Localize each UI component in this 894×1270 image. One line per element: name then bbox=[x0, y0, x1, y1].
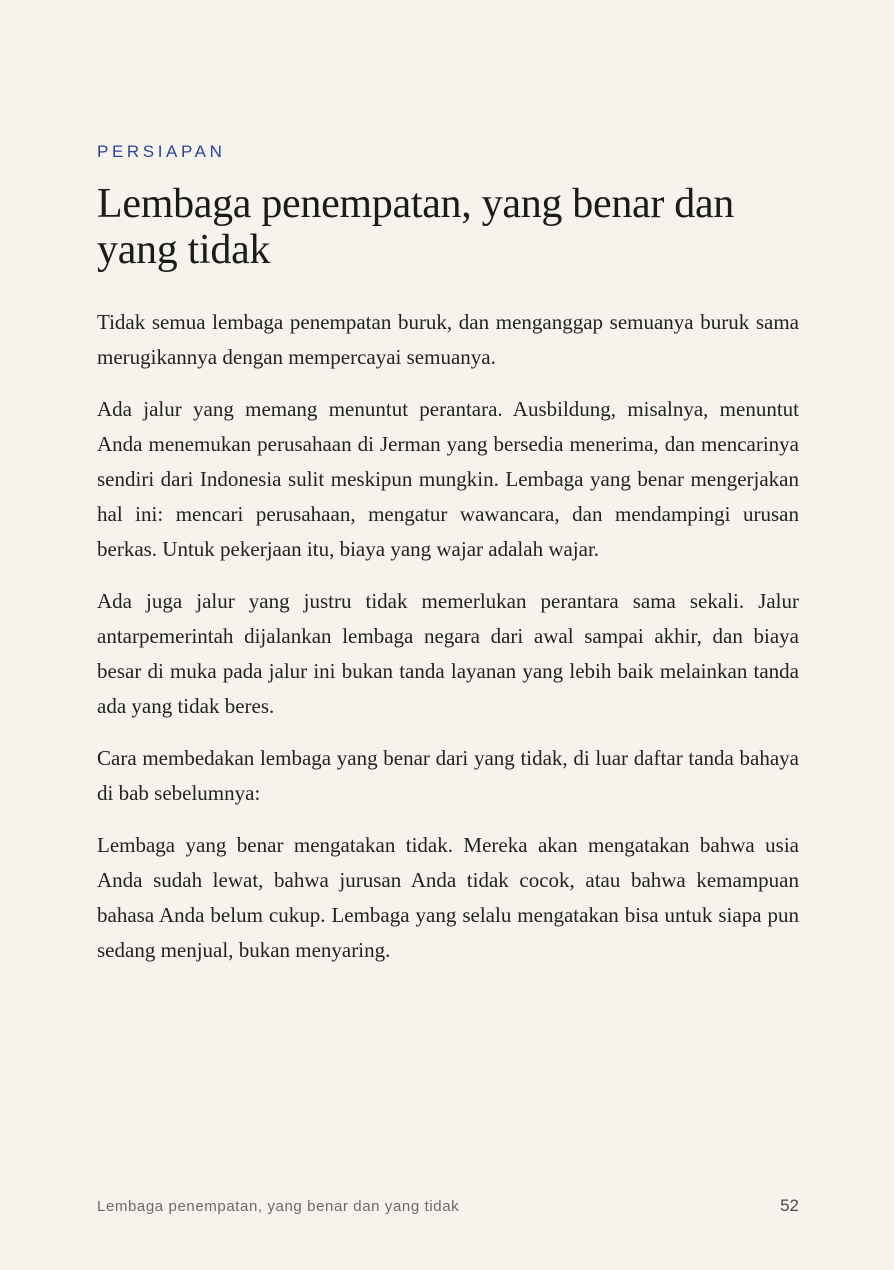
paragraph: Lembaga yang benar mengatakan tidak. Mereka akan mengatakan bahwa usia Anda sudah lewat, bahwa jurusan Anda tidak cocok, atau bahwa kemampuan bahasa Anda belum cukup. Lembaga yang selalu mengatakan bisa untuk siapa pun sedang menjual, bukan menyaring. bbox=[97, 833, 799, 962]
book-page bbox=[97, 0, 799, 1270]
page-footer bbox=[97, 1196, 799, 1220]
page-number: 52 bbox=[780, 1196, 799, 1215]
section-kicker: PERSIAPAN bbox=[97, 142, 226, 161]
paragraph: Ada juga jalur yang justru tidak memerlukan perantara sama sekali. Jalur antarpemerintah dijalankan lembaga negara dari awal sampai akhir, dan biaya besar di muka pada jalur ini bukan tanda layanan yang lebih baik melainkan tanda ada yang tidak beres. bbox=[97, 589, 799, 718]
running-title: Lembaga penempatan, yang benar dan yang tidak bbox=[97, 1198, 460, 1215]
paragraph: Cara membedakan lembaga yang benar dari yang tidak, di luar daftar tanda bahaya di bab sebelumnya: bbox=[97, 746, 799, 805]
paragraph: Tidak semua lembaga penempatan buruk, dan menganggap semuanya buruk sama merugikannya dengan mempercayai semuanya. bbox=[97, 310, 799, 369]
body-text bbox=[97, 305, 799, 985]
paragraph: Ada jalur yang memang menuntut perantara. Ausbildung, misalnya, menuntut Anda menemukan perusahaan di Jerman yang bersedia menerima, dan mencarinya sendiri dari Indonesia sulit meskipun mungkin. Lembaga yang benar mengerjakan hal ini: mencari perusahaan, mengatur wawancara, dan mendampingi urusan berkas. Untuk pekerjaan itu, biaya yang wajar adalah wajar. bbox=[97, 397, 799, 561]
page-title: Lembaga penempatan, yang benar dan yang tidak bbox=[97, 181, 735, 273]
